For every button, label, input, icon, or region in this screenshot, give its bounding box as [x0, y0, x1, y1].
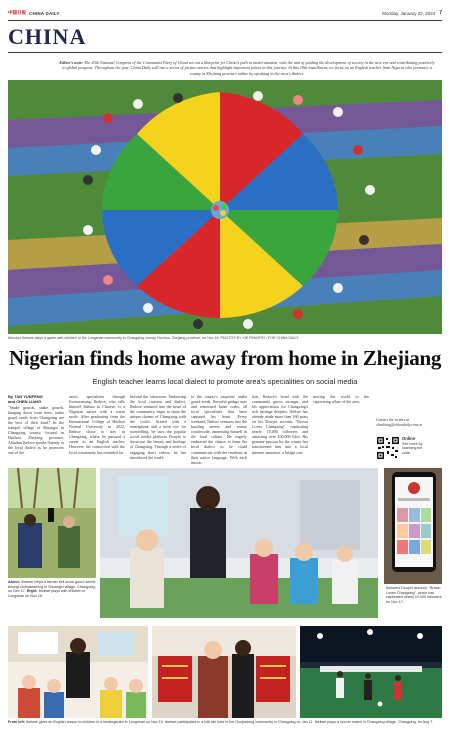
- article-column-4: to the county's exquisite snake gourd seeds, flavorful ginkgo nuts and renowned baize crabs, all local specialities that have captured his heart. Every weekend, Ibekwe ventures into the bustling streets and serene countryside, immersing himself in the local culture. He eagerly embraced the chance to learn the local dialect so he could communicate with the residents in their native language. With each interac-: [191, 394, 247, 464]
- caption-above-text: Ibekwe helps a farmer sell snow gourd seeds through livestreaming in Shuangxi village, Changxing, on Dec 17.: [8, 580, 96, 594]
- qr-line2: scanning the: [402, 446, 423, 450]
- masthead-logo-cn: 中国日报: [8, 10, 26, 15]
- issue-date: Monday, January 22, 2024: [382, 10, 436, 16]
- caption-phone: Ibekwe's Douyin account, "Brown Loves Changxing", which has captivated nearly 10,000 followers on Nov 17.: [386, 586, 442, 604]
- subheadline: English teacher learns local dialect to promote area's specialities on social media: [92, 377, 358, 386]
- qr-title: Online: [402, 436, 416, 441]
- editor-note-text: The 20th National Congress of the Communist Party of China set out a blueprint for China's path to modernization, with the aim of guiding the development of society in the new era and contributing positively to global progress. Throughout the year, China Daily will run a series of picture stories that highlight important points in this journey. In this 10th installment, we focus on an English teacher from Nigeria who promotes a county in Zhejiang province online by speaking in the area's dialect.: [62, 60, 435, 76]
- caption-right-label: Right:: [26, 589, 38, 594]
- caption-above-right: [8, 580, 98, 598]
- photo-livestream-farm: [8, 468, 96, 578]
- contact-note: [376, 418, 422, 428]
- section-title: CHINA: [8, 24, 87, 49]
- contact-line1: Contact the writers at: [376, 418, 410, 422]
- contact-email[interactable]: chenliang@chinadaily.com.cn: [376, 422, 423, 427]
- qr-label: [402, 437, 422, 455]
- headline: Nigerian finds home away from home in Zhejiang: [8, 346, 442, 370]
- byline-line1: By TAN YUNFENG: [8, 394, 43, 399]
- byline: [8, 394, 43, 404]
- article-column-5: tion, Ibekwe's bond with the community grows stronger, and his appreciation for Changxing's rich heritage deepens. Ibekwe has already made more than 160 posts on his Douyin account, "Brown Loves Changxing", captivating nearly 10,000 followers and attracting over 100,000 likes. His genuine passion for the county has transformed him into a local internet sensation, a bridge con-: [252, 394, 308, 455]
- masthead-logo: CHINA DAILY: [29, 10, 60, 16]
- hero-photo: [8, 80, 442, 334]
- caption-right-text: Ibekwe plays with children in Longshan on Nov 16.: [8, 589, 86, 598]
- article-column-6: necting the world to the captivating allure of the area.: [313, 394, 369, 405]
- article-column-1: "Snake gourds, snake gourds, hanging down from trees: snake gourd seeds from Changxing are the best of their kind." In the tranquil village of Shuangxi in Changxing county, located in Huzhou, Zhejiang province, Abiodun Ibekwe speaks fluently in the local dialect as he promotes one of the: [8, 405, 64, 456]
- editor-note-label: Editor's note:: [59, 60, 84, 65]
- qr-line3: code.: [402, 450, 411, 455]
- byline-line2: and CHEN LIANG: [8, 399, 42, 404]
- photo-children-play: [100, 468, 378, 618]
- page-header: [8, 8, 442, 18]
- photo-folk-fair: [152, 626, 296, 718]
- header-divider: [8, 20, 442, 21]
- photo-douyin-phone: [384, 468, 442, 584]
- caption-bottom-text: Ibekwe gives an English lesson to children in a kindergarten in Longshan on Nov 16. Ibekwe participates in a folk fair held in the Guojiadong community in Changxing on Jan 11. Ibekwe plays a soccer match in Changxing village, Changxing, on Aug 7.: [26, 720, 434, 724]
- caption-bottom-label: From left:: [8, 720, 26, 724]
- article-column-2: area's specialities through livestreaming. Ibekwe, who calls himself Jiabiao in Chinese, is a Nigerian native with a warm smile. After graduating from the International College of Huzhou Normal University in 2022, Ibekwe chose to stay in Changxing, where he pursued a career as an English teacher. However, his connection with the local community has extended far: [69, 394, 125, 455]
- caption-bottom: [8, 720, 442, 725]
- photo-english-lesson: [8, 626, 148, 718]
- article-column-3: beyond the classroom. Embracing the local customs and dialect, Ibekwe ventured into the heart of the community, eager to share the unique charms of Changxing with the world. Armed with a smartphone and a keen eye for storytelling, he uses the popular social media platform Douyin to showcase the beauty and heritage of Changxing. Through a series of engaging short videos, he has introduced the world: [130, 394, 186, 460]
- page-number: 7: [439, 10, 442, 16]
- editor-note: [58, 60, 436, 76]
- caption-above-label: Above:: [8, 580, 21, 584]
- photo-soccer-match: [300, 626, 442, 718]
- qr-code-icon[interactable]: [376, 436, 400, 460]
- qr-line1: See more by: [402, 441, 423, 446]
- section-divider: [8, 52, 442, 53]
- hero-caption: Abiodun Ibekwe plays a game with children in the Longshan community in Changqing county, Huzhou, Zhejiang province, on Nov 16. PHOTOS BY XIE PENGFEI / FOR CHINA DAILY: [8, 336, 299, 340]
